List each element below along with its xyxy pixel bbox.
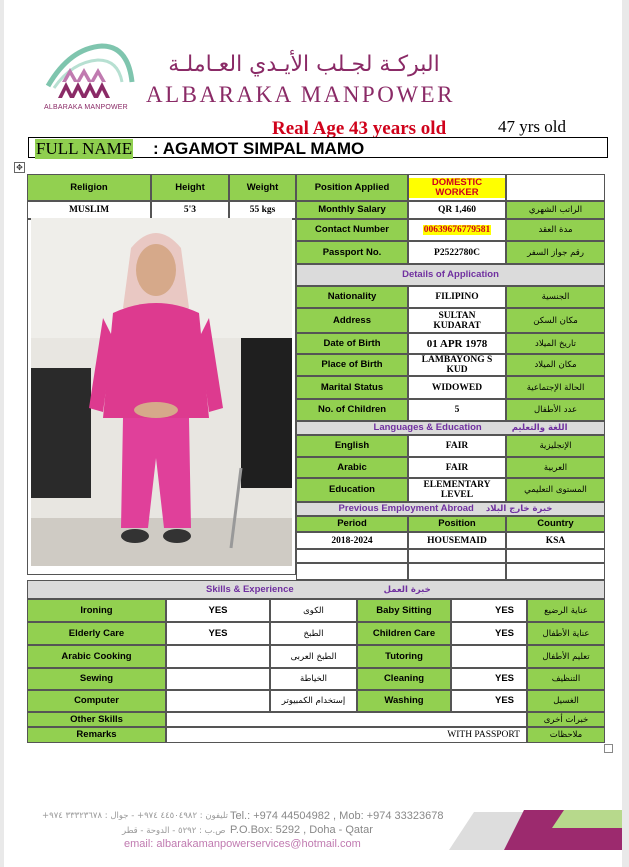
employment-empty-cell	[506, 563, 605, 580]
nationality-label: Nationality	[296, 286, 408, 308]
education-arabic: المستوى التعليمي	[506, 478, 605, 502]
skills-experience-header	[27, 580, 605, 599]
skill-tutoring-arabic: تعليم الأطفال	[527, 645, 605, 668]
full-name-label: FULL NAME	[36, 139, 133, 158]
position-col-header: Position	[408, 516, 506, 532]
children-label: No. of Children	[296, 399, 408, 421]
employment-empty-cell	[296, 563, 408, 580]
height-value: 5'3	[151, 201, 229, 219]
arabic-arabic: العربية	[506, 457, 605, 478]
table-resize-handle-icon[interactable]	[604, 744, 613, 753]
skill-washing-value: YES	[451, 690, 527, 712]
position-applied-value	[408, 174, 506, 201]
remarks-value: WITH PASSPORT	[166, 727, 527, 743]
footer-telephone: Tel.: +974 44504982 , Mob: +974 33323678	[230, 810, 444, 822]
skill-arabic-cooking-label: Arabic Cooking	[27, 645, 166, 668]
employment-empty-cell	[408, 549, 506, 563]
remarks-label: Remarks	[27, 727, 166, 743]
footer-arabic-po: ص.ب : ٥٢٩٢ - الدوحة - قطر	[122, 826, 226, 836]
employment-position: HOUSEMAID	[408, 532, 506, 549]
arabic-label: Arabic	[296, 457, 408, 478]
date-of-birth-value: 01 APR 1978	[408, 333, 506, 354]
skill-children-care-value: YES	[451, 622, 527, 645]
weight-header: Weight	[229, 174, 296, 201]
contact-number-value	[408, 219, 506, 241]
remarks-arabic: ملاحظات	[527, 727, 605, 743]
skill-ironing-arabic: الكوى	[270, 599, 357, 622]
table-move-handle-icon[interactable]: ✥	[14, 162, 25, 173]
full-name-box	[28, 137, 608, 158]
nationality-value: FILIPINO	[408, 286, 506, 308]
address-arabic: مكان السكن	[506, 308, 605, 333]
date-of-birth-label: Date of Birth	[296, 333, 408, 354]
other-skills-arabic: خبرات أخرى	[527, 712, 605, 727]
real-age-note: Real Age 43 years old	[272, 118, 447, 139]
skill-sewing-value	[166, 668, 270, 690]
footer-email: email: albarakamanpowerservices@hotmail.com	[124, 838, 361, 850]
skill-sewing-label: Sewing	[27, 668, 166, 690]
period-header: Period	[296, 516, 408, 532]
skill-elderly-care-value: YES	[166, 622, 270, 645]
full-name-value: : AGAMOT SIMPAL MAMO	[153, 139, 365, 158]
place-of-birth-arabic: مكان الميلاد	[506, 354, 605, 376]
applicant-photo	[31, 218, 292, 566]
employment-header-en: Previous Employment Abroad	[338, 503, 474, 514]
english-label: English	[296, 435, 408, 457]
other-skills-label: Other Skills	[27, 712, 166, 727]
marital-status-value: WIDOWED	[408, 376, 506, 399]
skill-ironing-label: Ironing	[27, 599, 166, 622]
logo-caption: ALBARAKA MANPOWER	[44, 104, 128, 111]
empty-cell	[506, 174, 605, 201]
languages-header-ar: اللغة والتعليم	[511, 423, 568, 433]
footer-po-box: P.O.Box: 5292 , Doha - Qatar	[230, 824, 373, 836]
height-header: Height	[151, 174, 229, 201]
skill-washing-label: Washing	[357, 690, 451, 712]
position-header: Position Applied	[296, 174, 408, 201]
yrs-old-note: 47 yrs old	[498, 117, 566, 136]
address-label: Address	[296, 308, 408, 333]
monthly-salary-label: Monthly Salary	[296, 201, 408, 219]
children-arabic: عدد الأطفال	[506, 399, 605, 421]
date-of-birth-arabic: تاريخ الميلاد	[506, 333, 605, 354]
passport-arabic: رقم جواز السفر	[506, 241, 605, 264]
monthly-salary-value: QR 1,460	[408, 201, 506, 219]
skill-baby-sitting-label: Baby Sitting	[357, 599, 451, 622]
other-skills-value	[166, 712, 527, 727]
skill-tutoring-label: Tutoring	[357, 645, 451, 668]
document-page	[4, 0, 622, 867]
skill-elderly-care-arabic: الطبخ	[270, 622, 357, 645]
religion-header: Religion	[27, 174, 151, 201]
passport-value: P2522780C	[408, 241, 506, 264]
passport-label: Passport No.	[296, 241, 408, 264]
weight-value: 55 kgs	[229, 201, 296, 219]
skills-header-en: Skills & Experience	[206, 583, 294, 595]
english-value: FAIR	[408, 435, 506, 457]
skill-washing-arabic: الغسيل	[527, 690, 605, 712]
skill-sewing-arabic: الخياطة	[270, 668, 357, 690]
skill-children-care-label: Children Care	[357, 622, 451, 645]
arabic-value: FAIR	[408, 457, 506, 478]
employment-header-ar: خبرة خارج البلاد	[485, 504, 553, 514]
footer-arabic-phone: تليفون : ٤٤٥٠٤٩٨٢ ٩٧٤+ - جوال : ٣٣٣٢٣٦٧٨ ٩٧٤+	[42, 811, 228, 821]
religion-value: MUSLIM	[27, 201, 151, 219]
languages-education-header	[296, 421, 605, 435]
details-of-application-header: Details of Application	[296, 264, 605, 286]
employment-empty-cell	[296, 549, 408, 563]
employment-period: 2018-2024	[296, 532, 408, 549]
employment-empty-cell	[408, 563, 506, 580]
marital-status-label: Marital Status	[296, 376, 408, 399]
contact-number-arabic: مدة العقد	[506, 219, 605, 241]
skill-cleaning-value: YES	[451, 668, 527, 690]
employment-country: KSA	[506, 532, 605, 549]
languages-header-en: Languages & Education	[373, 422, 482, 433]
place-of-birth-value: LAMBAYONG S KUD	[408, 354, 506, 376]
skill-elderly-care-label: Elderly Care	[27, 622, 166, 645]
company-name-english: ALBARAKA MANPOWER	[146, 82, 455, 107]
education-value: ELEMENTARY LEVEL	[408, 478, 506, 502]
position-applied-text: DOMESTIC WORKER	[409, 178, 505, 198]
skill-ironing-value: YES	[166, 599, 270, 622]
marital-status-arabic: الحالة الإجتماعية	[506, 376, 605, 399]
skills-header-ar: خبرة العمل	[383, 584, 431, 595]
country-header: Country	[506, 516, 605, 532]
nationality-arabic: الجنسية	[506, 286, 605, 308]
skill-tutoring-value	[451, 645, 527, 668]
previous-employment-header	[296, 502, 605, 516]
contact-number-label: Contact Number	[296, 219, 408, 241]
skill-cleaning-label: Cleaning	[357, 668, 451, 690]
skill-computer-value	[166, 690, 270, 712]
skill-baby-sitting-value: YES	[451, 599, 527, 622]
english-arabic: الإنجليزية	[506, 435, 605, 457]
place-of-birth-label: Place of Birth	[296, 354, 408, 376]
children-value: 5	[408, 399, 506, 421]
skill-computer-arabic: إستخدام الكمبيوتر	[270, 690, 357, 712]
skill-arabic-cooking-value	[166, 645, 270, 668]
skill-arabic-cooking-arabic: الطبخ العربى	[270, 645, 357, 668]
company-name-arabic: البركـة لجـلب الأيـدي العـاملـة	[168, 52, 440, 77]
skill-baby-sitting-arabic: عناية الرضيع	[527, 599, 605, 622]
skill-cleaning-arabic: التنظيف	[527, 668, 605, 690]
skill-computer-label: Computer	[27, 690, 166, 712]
skill-children-care-arabic: عناية الأطفال	[527, 622, 605, 645]
address-value: SULTAN KUDARAT	[408, 308, 506, 333]
employment-empty-cell	[506, 549, 605, 563]
contact-number-text: 00639676779581	[423, 225, 491, 235]
education-label: Education	[296, 478, 408, 502]
monthly-salary-arabic: الراتب الشهري	[506, 201, 605, 219]
